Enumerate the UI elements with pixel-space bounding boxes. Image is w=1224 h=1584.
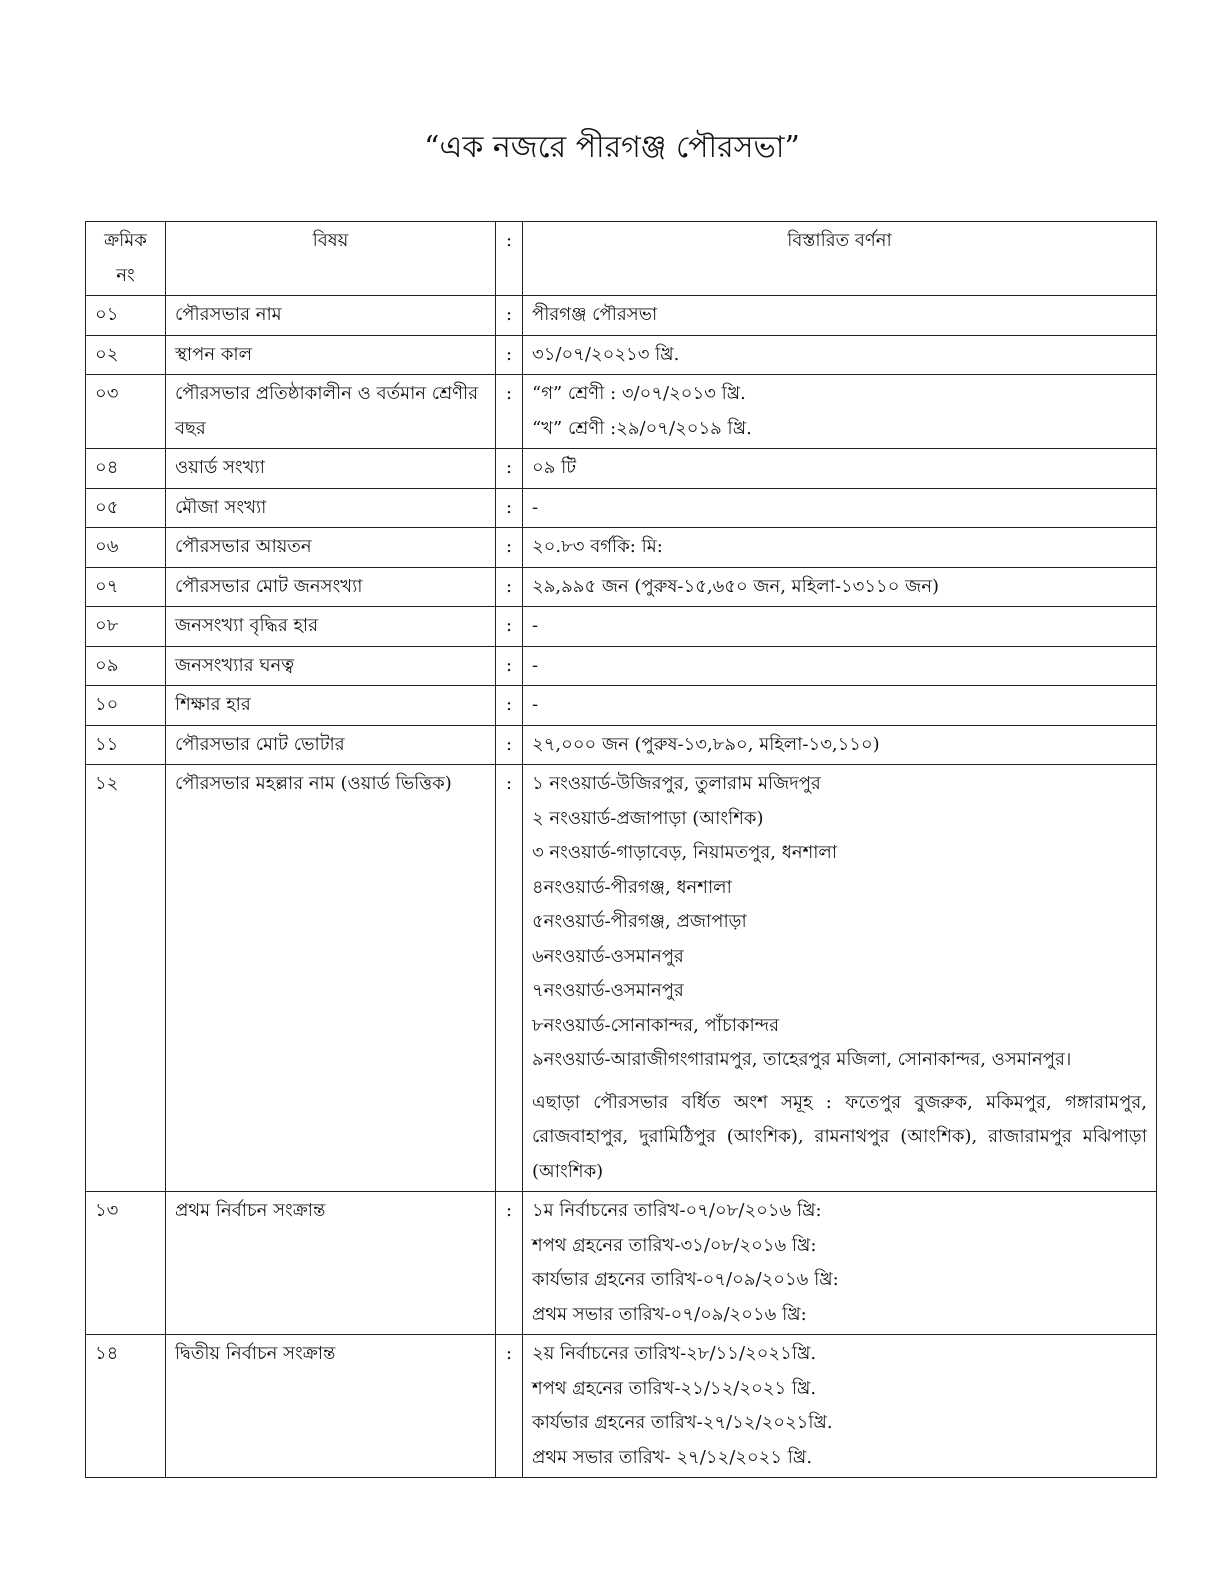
detail-line: ৭নংওয়ার্ড-ওসমানপুর — [532, 980, 684, 1001]
table-row — [86, 646, 1157, 686]
row-detail — [523, 1335, 1157, 1478]
row-subject: প্রথম নির্বাচন সংক্রান্ত — [166, 1192, 496, 1335]
detail-line: - — [532, 615, 539, 636]
header-colon: : — [496, 222, 523, 296]
table-row — [86, 1335, 1157, 1478]
table-row — [86, 335, 1157, 375]
detail-line: কার্যভার গ্রহনের তারিখ-২৭/১২/২০২১খ্রি. — [532, 1412, 833, 1433]
detail-line: - — [532, 496, 539, 518]
row-serial: ১১ — [86, 725, 166, 765]
row-detail — [523, 686, 1157, 726]
row-detail — [523, 335, 1157, 375]
row-serial: ০৯ — [86, 646, 166, 686]
row-serial: ১২ — [86, 765, 166, 1192]
row-serial: ১০ — [86, 686, 166, 726]
row-colon: : — [496, 375, 523, 449]
info-table — [85, 221, 1157, 1478]
row-subject: পৌরসভার মোট জনসংখ্যা — [166, 567, 496, 607]
detail-note: এছাড়া পৌরসভার বর্ধিত অংশ সমূহ : ফতেপুর বুজরুক, মকিমপুর, গঙ্গারামপুর, রোজবাহাপুর, দুরামিঠিপুর (আংশিক), রামনাথপুর (আংশিক), রাজারামপুর মঝিপাড়া (আংশিক) — [532, 1091, 1147, 1182]
row-serial: ০৮ — [86, 607, 166, 647]
row-subject: পৌরসভার মহল্লার নাম (ওয়ার্ড ভিত্তিক) — [166, 765, 496, 1192]
row-serial: ০১ — [86, 296, 166, 336]
row-subject: দ্বিতীয় নির্বাচন সংক্রান্ত — [166, 1335, 496, 1478]
row-subject: জনসংখ্যা বৃদ্ধির হার — [166, 607, 496, 647]
detail-line: ৪নংওয়ার্ড-পীরগঞ্জ, ধনশালা — [532, 876, 732, 898]
detail-line: শপথ গ্রহনের তারিখ-৩১/০৮/২০১৬ খ্রি: — [532, 1234, 817, 1256]
detail-line: ৬নংওয়ার্ড-ওসমানপুর — [532, 945, 684, 967]
row-colon: : — [496, 765, 523, 1192]
row-colon: : — [496, 296, 523, 336]
row-detail — [523, 1192, 1157, 1335]
detail-line: কার্যভার গ্রহনের তারিখ-০৭/০৯/২০১৬ খ্রি: — [532, 1269, 839, 1290]
detail-line: ১ নংওয়ার্ড-উজিরপুর, তুলারাম মজিদপুর — [532, 773, 821, 794]
detail-line: ২৭,০০০ জন (পুরুষ-১৩,৮৯০, মহিলা-১৩,১১০) — [532, 733, 880, 755]
row-subject: পৌরসভার নাম — [166, 296, 496, 336]
row-colon: : — [496, 607, 523, 647]
row-detail — [523, 567, 1157, 607]
row-serial: ০৪ — [86, 449, 166, 489]
table-row — [86, 567, 1157, 607]
header-subject: বিষয় — [166, 222, 496, 296]
detail-line: প্রথম সভার তারিখ- ২৭/১২/২০২১ খ্রি. — [532, 1446, 813, 1468]
table-row — [86, 725, 1157, 765]
detail-line: ২০.৮৩ বর্গকি: মি: — [532, 536, 663, 557]
detail-line: - — [532, 654, 539, 676]
row-subject: পৌরসভার আয়তন — [166, 528, 496, 568]
detail-line: ০৯ টি — [532, 457, 577, 478]
row-serial: ০৭ — [86, 567, 166, 607]
detail-line: - — [532, 694, 539, 715]
detail-line: ৮নংওয়ার্ড-সোনাকান্দর, পাঁচাকান্দর — [532, 1014, 780, 1036]
page-title: “এক নজরে পীরগঞ্জ পৌরসভা” — [424, 130, 800, 165]
row-serial: ১৪ — [86, 1335, 166, 1478]
row-colon: : — [496, 686, 523, 726]
detail-line: ২য় নির্বাচনের তারিখ-২৮/১১/২০২১খ্রি. — [532, 1343, 817, 1364]
row-detail — [523, 488, 1157, 528]
row-colon: : — [496, 528, 523, 568]
row-subject: পৌরসভার প্রতিষ্ঠাকালীন ও বর্তমান শ্রেণীর বছর — [166, 375, 496, 449]
detail-line: ১ম নির্বাচনের তারিখ-০৭/০৮/২০১৬ খ্রি: — [532, 1200, 822, 1221]
row-subject: শিক্ষার হার — [166, 686, 496, 726]
row-detail — [523, 765, 1157, 1192]
row-subject: স্থাপন কাল — [166, 335, 496, 375]
row-subject: পৌরসভার মোট ভোটার — [166, 725, 496, 765]
detail-line: শপথ গ্রহনের তারিখ-২১/১২/২০২১ খ্রি. — [532, 1377, 817, 1399]
table-row — [86, 375, 1157, 449]
detail-line: ৩ নংওয়ার্ড-গাড়াবেড়, নিয়ামতপুর, ধনশালা — [532, 842, 838, 863]
table-body — [86, 296, 1157, 1478]
row-subject: জনসংখ্যার ঘনত্ব — [166, 646, 496, 686]
detail-line: “গ” শ্রেণী : ৩/০৭/২০১৩ খ্রি. — [532, 383, 746, 404]
row-colon: : — [496, 335, 523, 375]
detail-line: ৫নংওয়ার্ড-পীরগঞ্জ, প্রজাপাড়া — [532, 911, 747, 932]
row-detail — [523, 528, 1157, 568]
table-row — [86, 686, 1157, 726]
table-row — [86, 528, 1157, 568]
detail-line: ২৯,৯৯৫ জন (পুরুষ-১৫,৬৫০ জন, মহিলা-১৩১১০ জন) — [532, 575, 940, 597]
row-serial: ০২ — [86, 335, 166, 375]
detail-line: “খ” শ্রেণী :২৯/০৭/২০১৯ খ্রি. — [532, 417, 752, 439]
row-detail — [523, 375, 1157, 449]
detail-line: পীরগঞ্জ পৌরসভা — [532, 304, 658, 325]
row-serial: ০৬ — [86, 528, 166, 568]
row-colon: : — [496, 1192, 523, 1335]
table-row — [86, 449, 1157, 489]
row-serial: ০৫ — [86, 488, 166, 528]
row-colon: : — [496, 646, 523, 686]
row-serial: ০৩ — [86, 375, 166, 449]
table-row — [86, 296, 1157, 336]
detail-line: ৯নংওয়ার্ড-আরাজীগংগারামপুর, তাহেরপুর মজিলা, সোনাকান্দর, ওসমানপুর। — [532, 1049, 1072, 1070]
row-colon: : — [496, 1335, 523, 1478]
row-detail — [523, 296, 1157, 336]
table-row — [86, 488, 1157, 528]
row-colon: : — [496, 567, 523, 607]
row-detail — [523, 449, 1157, 489]
row-detail — [523, 607, 1157, 647]
header-detail: বিস্তারিত বর্ণনা — [523, 222, 1157, 296]
row-colon: : — [496, 725, 523, 765]
table-row — [86, 765, 1157, 1192]
row-colon: : — [496, 488, 523, 528]
table-row — [86, 1192, 1157, 1335]
row-detail — [523, 725, 1157, 765]
table-header-row — [86, 222, 1157, 296]
detail-line: প্রথম সভার তারিখ-০৭/০৯/২০১৬ খ্রি: — [532, 1303, 807, 1325]
detail-line: ৩১/০৭/২০২১৩ খ্রি. — [532, 343, 680, 365]
header-serial: ক্রমিক নং — [86, 222, 166, 296]
row-subject: মৌজা সংখ্যা — [166, 488, 496, 528]
row-subject: ওয়ার্ড সংখ্যা — [166, 449, 496, 489]
row-serial: ১৩ — [86, 1192, 166, 1335]
table-row — [86, 607, 1157, 647]
row-colon: : — [496, 449, 523, 489]
row-detail — [523, 646, 1157, 686]
detail-line: ২ নংওয়ার্ড-প্রজাপাড়া (আংশিক) — [532, 807, 764, 829]
